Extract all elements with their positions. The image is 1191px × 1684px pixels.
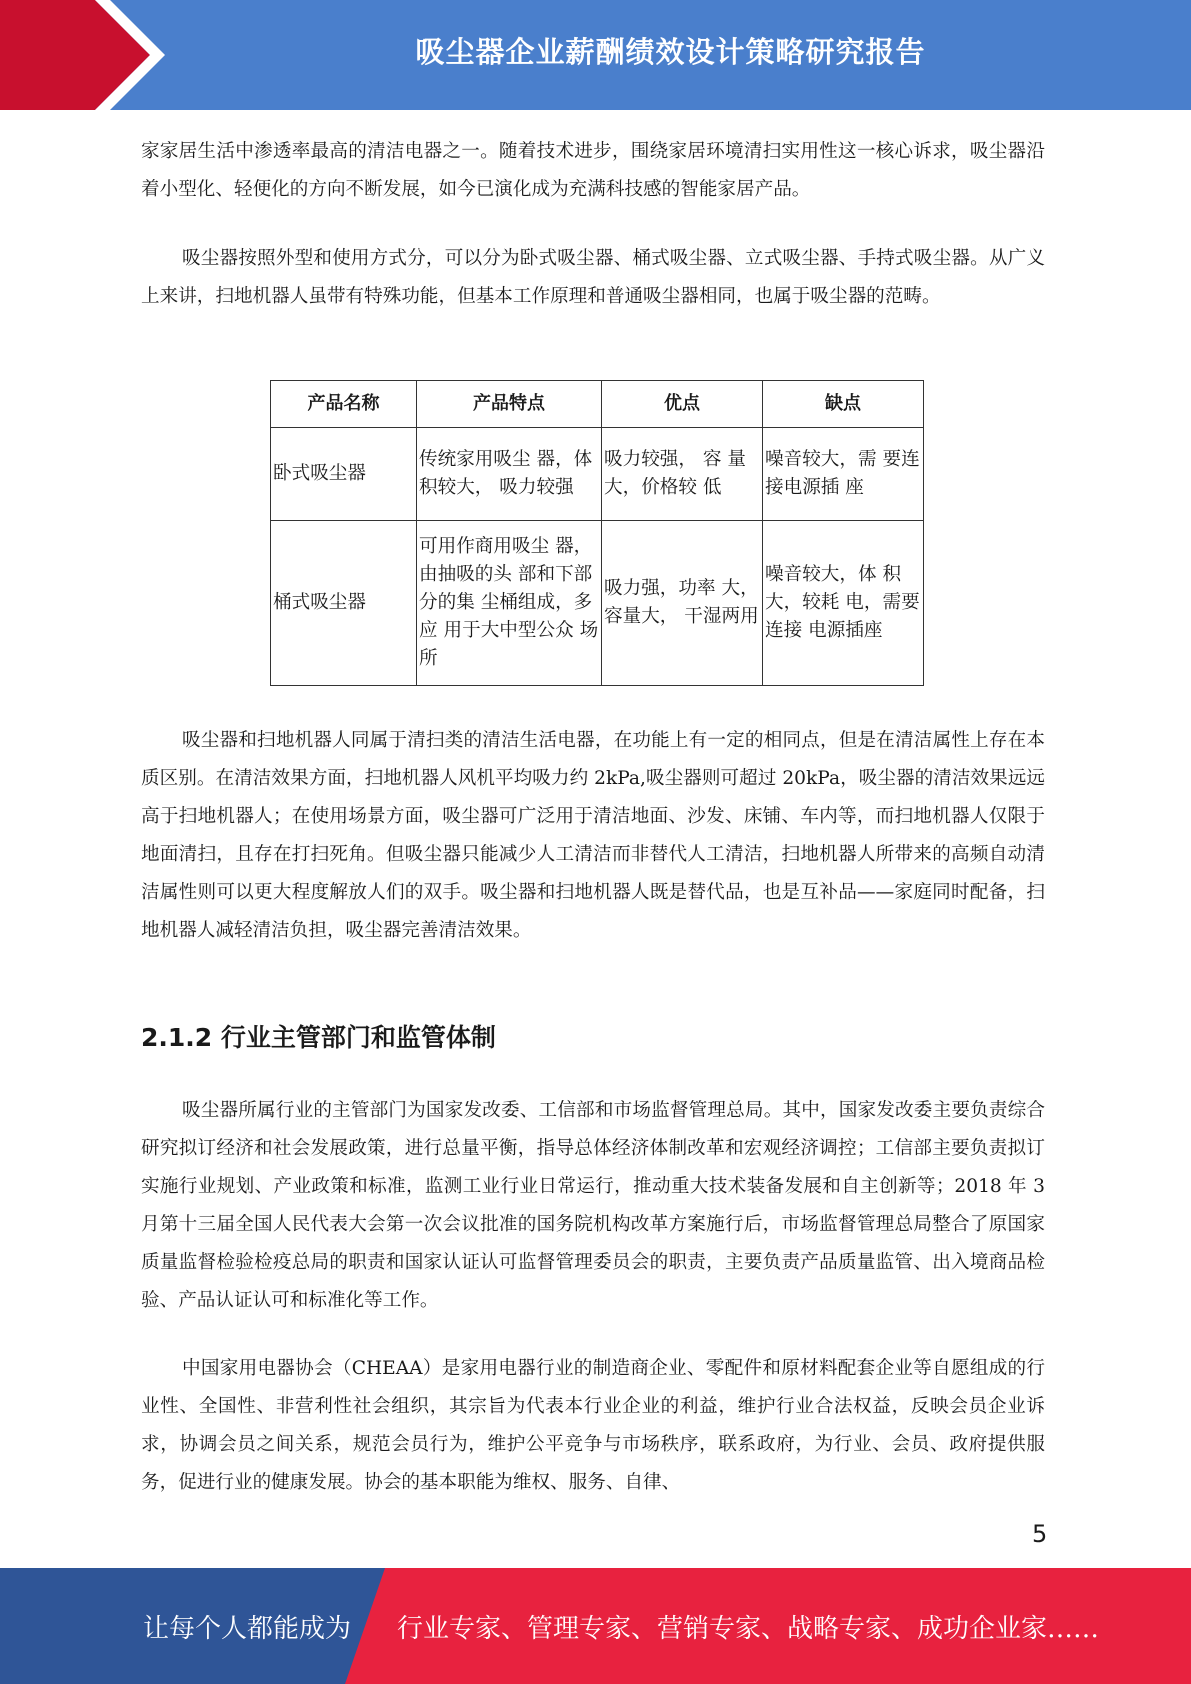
paragraph-4 xyxy=(141,1092,1045,1320)
vacuum-type-table xyxy=(270,380,924,686)
paragraph-text: 吸尘器和扫地机器人同属于清扫类的清洁生活电器，在功能上有一定的相同点，但是在清洁属性上存在本质区别。在清洁效果方面，扫地机器人风机平均吸力约 2kPa,吸尘器则可超过 20kPa，吸尘器的清洁效果远远高于扫地机器人；在使用场景方面，吸尘器可广泛用于清洁地面、沙发、床铺、车内等，而扫地机器人仅限于地面清扫，且存在打扫死角。但吸尘器只能减少人工清洁而非替代人工清洁，扫地机器人所带来的高频自动清洁属性则可以更大程度解放人们的双手。吸尘器和扫地机器人既是替代品，也是互补品——家庭同时配备，扫地机器人减轻清洁负担，吸尘器完善清洁效果。 xyxy=(141,730,1045,941)
table-cell: 卧式吸尘器 xyxy=(271,428,417,521)
paragraph-text: 中国家用电器协会（CHEAA）是家用电器行业的制造商企业、零配件和原材料配套企业等自愿组成的行业性、全国性、非营利性社会组织，其宗旨为代表本行业企业的利益，维护行业合法权益，反映会员企业诉求，协调会员之间关系，规范会员行为，维护公平竞争与市场秩序，联系政府，为行业、会员、政府提供服务，促进行业的健康发展。协会的基本职能为维权、服务、自律、 xyxy=(141,1358,1045,1493)
paragraph-text: 吸尘器所属行业的主管部门为国家发改委、工信部和市场监督管理总局。其中，国家发改委主要负责综合研究拟订经济和社会发展政策，进行总量平衡，指导总体经济体制改革和宏观经济调控；工信部主要负责拟订实施行业规划、产业政策和标准，监测工业行业日常运行，推动重大技术装备发展和自主创新等；2018 年 3 月第十三届全国人民代表大会第一次会议批准的国务院机构改革方案施行后，市场监督管理总局整合了原国家质量监督检验检疫总局的职责和国家认证认可监督管理委员会的职责，主要负责产品质量监管、出入境商品检验、产品认证认可和标准化等工作。 xyxy=(141,1100,1045,1311)
table-row xyxy=(271,428,924,521)
section-heading: 2.1.2 行业主管部门和监管体制 xyxy=(141,1023,496,1052)
page-footer xyxy=(0,1568,1191,1684)
table-cell: 噪音较大，体 积大，较耗 电，需要连接 电源插座 xyxy=(763,521,924,686)
table-row xyxy=(271,521,924,686)
paragraph-1 xyxy=(141,133,1045,209)
paragraph-2 xyxy=(141,240,1045,316)
table-header-cell: 产品名称 xyxy=(271,381,417,428)
paragraph-text: 吸尘器按照外型和使用方式分，可以分为卧式吸尘器、桶式吸尘器、立式吸尘器、手持式吸尘器。从广义上来讲，扫地机器人虽带有特殊功能，但基本工作原理和普通吸尘器相同，也属于吸尘器的范畴。 xyxy=(141,248,1045,307)
table-header-cell: 缺点 xyxy=(763,381,924,428)
table-header-cell: 优点 xyxy=(602,381,763,428)
footer-slogan-left: 让每个人都能成为 xyxy=(143,1614,352,1644)
paragraph-5 xyxy=(141,1350,1045,1502)
table-cell: 噪音较大，需 要连接电源插 座 xyxy=(763,428,924,521)
table-header-cell: 产品特点 xyxy=(417,381,602,428)
page-number: 5 xyxy=(1032,1520,1048,1548)
page-header xyxy=(0,0,1191,110)
paragraph-text: 家家居生活中渗透率最高的清洁电器之一。随着技术进步，围绕家居环境清扫实用性这一核心诉求，吸尘器沿着小型化、轻便化的方向不断发展，如今已演化成为充满科技感的智能家居产品。 xyxy=(141,141,1045,200)
table-cell: 桶式吸尘器 xyxy=(271,521,417,686)
paragraph-3 xyxy=(141,722,1045,950)
table-cell: 可用作商用吸尘 器，由抽吸的头 部和下部分的集 尘桶组成，多应 用于大中型公众 场所 xyxy=(417,521,602,686)
footer-slogan-right: 行业专家、管理专家、营销专家、战略专家、成功企业家…… xyxy=(397,1614,1100,1644)
table-header-row xyxy=(271,381,924,428)
table-cell: 吸力较强， 容 量大，价格较 低 xyxy=(602,428,763,521)
table-cell: 传统家用吸尘 器，体积较大， 吸力较强 xyxy=(417,428,602,521)
table-cell: 吸力强，功率 大，容量大， 干湿两用 xyxy=(602,521,763,686)
report-title: 吸尘器企业薪酬绩效设计策略研究报告 xyxy=(415,35,926,69)
